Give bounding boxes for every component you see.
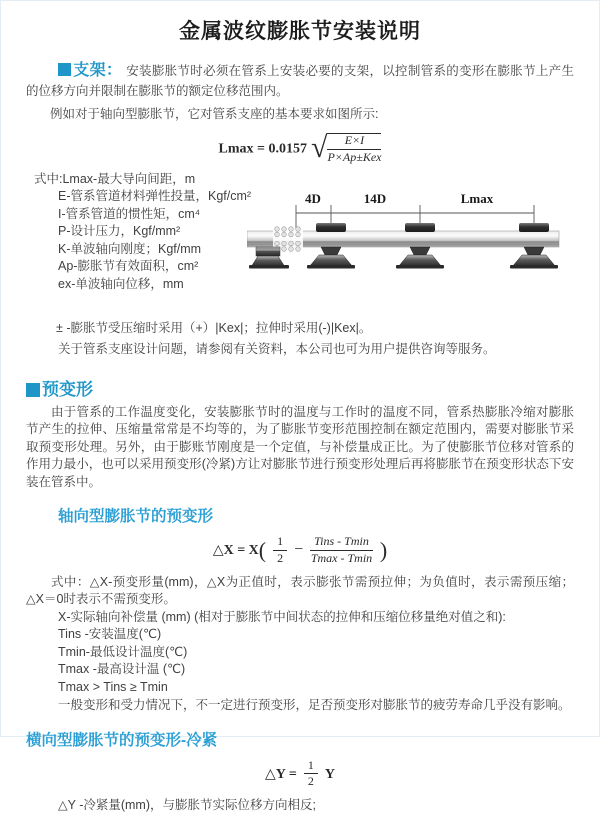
lateral-subheading: 横向型膨胀节的预变形-冷紧: [26, 731, 218, 749]
open-paren: (: [258, 537, 267, 563]
temp-numerator: Tins - Tmin: [310, 535, 373, 551]
sqrt-sign: √: [311, 131, 328, 165]
formula-lmax-numerator: E×I: [327, 134, 381, 150]
dim-label-14d: 14D: [363, 190, 387, 206]
formula-lmax-lhs: Lmax = 0.0157: [218, 141, 307, 157]
definition-item: Ap-膨胀节有效面积，cm²: [58, 259, 199, 274]
temp-definition-item: Tmin-最低设计温度(℃): [58, 644, 188, 659]
temperature-fraction: [310, 535, 373, 566]
lateral-denominator: 2: [307, 774, 314, 789]
temp-definition-item: Tmax -最高设计温 (℃): [58, 662, 186, 677]
formula-axial-predeform: [1, 535, 599, 566]
section-marker-square: [26, 383, 40, 397]
support-intro-paragraph: [26, 61, 574, 101]
pipe-support-diagram: [247, 191, 595, 295]
definitions-and-diagram: [1, 171, 599, 319]
formula-lmax: [1, 133, 599, 165]
lateral-numerator: 1: [304, 759, 318, 775]
support-section-label: 支架：: [73, 62, 123, 79]
definition-item: 式中:Lmax-最大导向间距，m: [34, 171, 196, 186]
definition-item: ex-单波轴向位移，mm: [58, 276, 184, 291]
lateral-half-fraction: [304, 759, 318, 790]
formula-lmax-fraction: [327, 133, 381, 165]
definition-item: K-单波轴向刚度；Kgf/mm: [58, 241, 202, 256]
formula-lateral-rhs: Y: [324, 766, 335, 782]
close-paren: ): [379, 537, 388, 563]
formula-lmax-denominator: P×Ap±Kex: [327, 149, 382, 164]
minus-sign: −: [294, 541, 304, 559]
dim-label-4d: 4D: [305, 190, 321, 206]
half-fraction: [273, 535, 287, 566]
plus-minus-note: ± -膨胀节受压缩时采用（+）|Kex|；拉伸时采用(-)|Kex|。: [56, 320, 372, 335]
axial-remark-line: 一般变形和受力情况下，不一定进行预变形，足否预变形对膨胀节的疲劳寿命几乎没有影响。: [58, 698, 571, 713]
axial-formula-note: 式中：△X-预变形量(mm)，△X为正值时，表示膨张节需预拉伸；为负值时，表示需预压缩；△X＝0时表示不需预变形。: [26, 574, 574, 607]
temp-definition-item: Tmax > Tins ≥ Tmin: [58, 679, 168, 694]
section-marker-square: [58, 63, 71, 76]
document-page: [1, 1, 599, 815]
support-intro-text: 安装膨胀节时必须在管系上安装必要的支架，以控制管系的变形在膨胀节上产生的位移方向并限制在膨胀节的额定位移范围内。: [26, 64, 574, 98]
formula-lateral-lhs: △Y =: [265, 766, 297, 782]
temp-definition-item: Tins -安装温度(℃): [58, 627, 162, 642]
formula-lateral-coldpull: [1, 759, 599, 790]
page-title: 金属波纹膨胀节安装说明: [179, 20, 421, 43]
predeform-heading-text: 预变形: [42, 379, 93, 399]
half-denominator: 2: [277, 550, 284, 565]
definition-item: P-设计压力，Kgf/mm²: [58, 224, 181, 239]
definition-item: I-管系管道的惯性矩，cm⁴: [58, 206, 201, 221]
dim-label-lmax: Lmax: [460, 190, 494, 206]
temp-denominator: Tmax - Tmin: [310, 550, 373, 565]
lateral-note-line: △Y -冷紧量(mm)，与膨胀节实际位移方向相反;: [58, 798, 316, 813]
temperature-definitions-list: [1, 626, 599, 696]
predeform-body-paragraph: 由于管系的工作温度变化，安装膨胀节时的温度与工作时的温度不同，管系热膨胀冷缩对膨胀节产生的拉伸、压缩量常常是不均等的，为了膨胀节变形范围控制在额定范围内，需要对膨胀节采取预变形处理。另外，由于膨账节刚度是一个定值，与补偿量成正比。为了使膨胀节位移对管系的作用力最小，也可以采用预变形(冷紧)方让对膨胀节进行预变形处理后再将膨胀节在预变形状态下安装在管系中。: [26, 404, 574, 489]
definition-item: E-管系管道材料弹性投量，Kgf/cm²: [58, 189, 252, 204]
consult-note: 关于管系支座设计问题，请参阅有关资料，本公司也可为用户提供咨询等服务。: [58, 342, 496, 357]
formula-axial-lhs: △X = X: [212, 543, 259, 559]
x-definition-line: X-实际轴向补偿量 (mm) (相对于膨胀节中间状态的拉伸和压缩位移量绝对值之和):: [58, 609, 506, 624]
support-example-line: 例如对于轴向型膨胀节，它对管系支座的基本要求如图所示:: [50, 107, 379, 121]
sqrt-radical: [311, 133, 381, 165]
half-numerator: 1: [273, 535, 287, 551]
predeform-section-heading: [26, 375, 599, 400]
axial-subheading: 轴向型膨胀节的预变形: [58, 508, 214, 526]
